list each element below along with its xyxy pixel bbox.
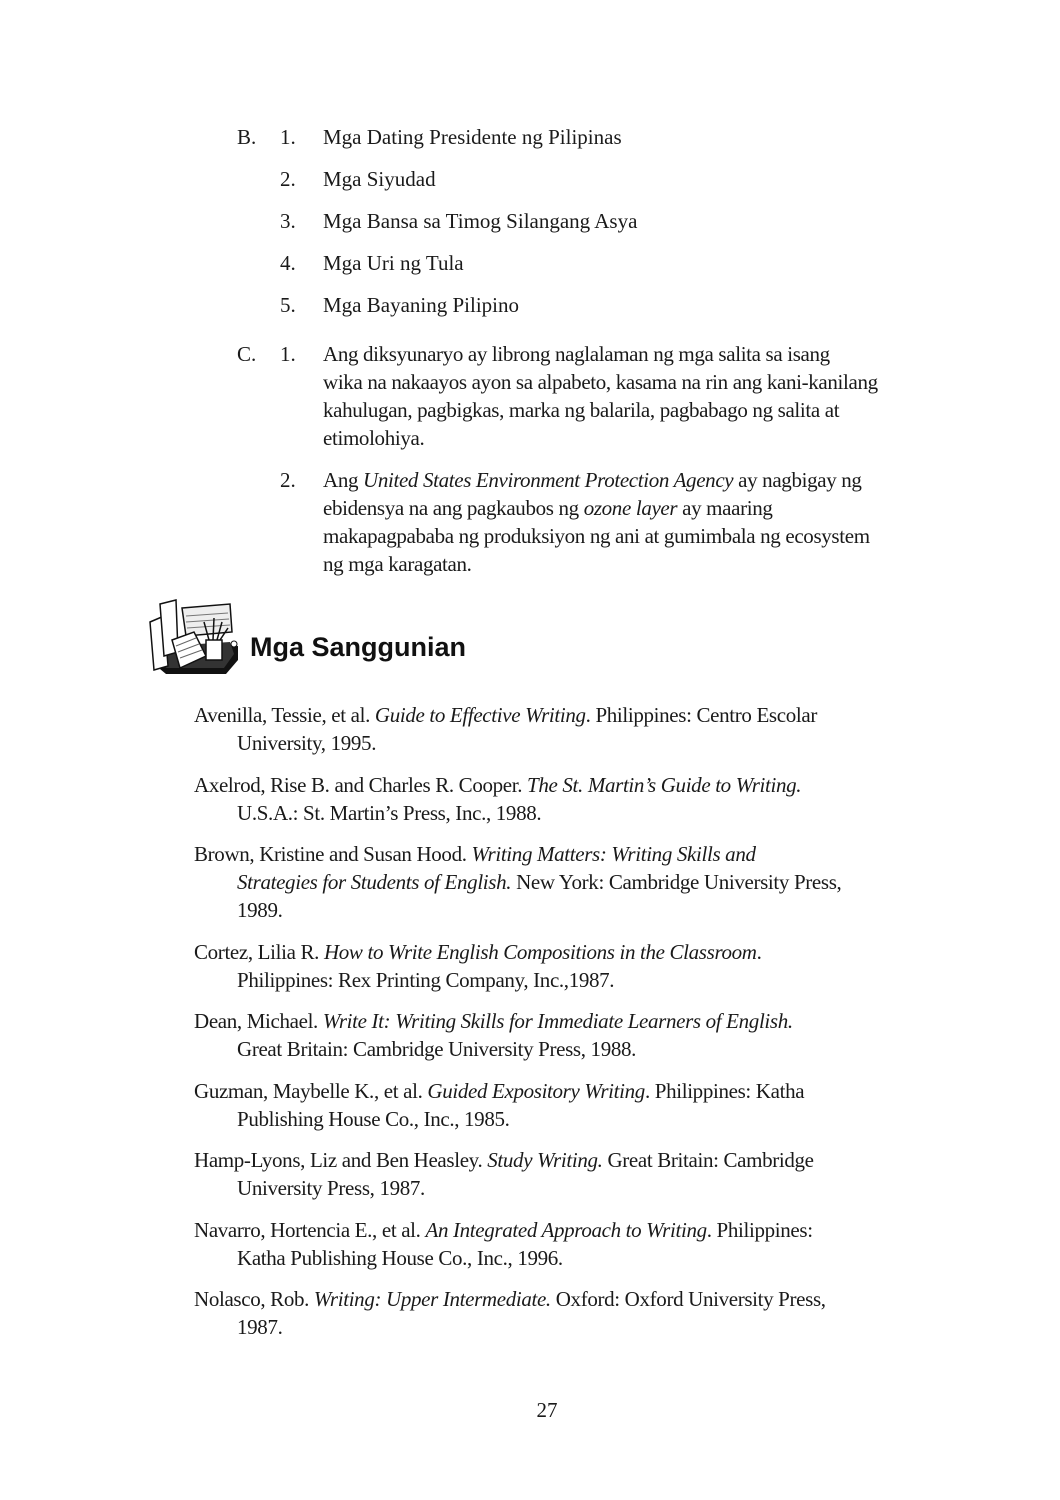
list-item-text: Mga Bayaning Pilipino [323,293,519,317]
italic-title: Strategies for Students of English. [237,870,512,894]
text-segment: wika na nakaayos ayon sa alpabeto, kasama na rin ang kani-kanilang [323,370,878,394]
text-segment: ay maaring [677,496,773,520]
reference-line [194,1035,793,1063]
italic-title: Study Writing. [487,1148,603,1172]
list-item-text: Mga Dating Presidente ng Pilipinas [323,125,622,149]
text-line [323,466,870,494]
reference-line [194,799,801,827]
italic-title: An Integrated Approach to Writing [425,1217,707,1242]
text-segment: 1987. [237,1315,283,1339]
reference-entry [194,1077,804,1133]
text-segment: ay nagbigay ng [733,468,862,492]
list-item-text [323,340,878,452]
text-segment: ebidensya na ang pagkaubos ng [323,496,584,520]
reference-line [194,1105,804,1133]
reference-entry [194,1007,793,1063]
text-segment: kahulugan, pagbigkas, marka ng balarila, pagbabago ng salita at [323,398,840,422]
text-segment: Brown, Kristine and Susan Hood. [194,842,472,866]
text-segment: Dean, Michael. [194,1009,323,1033]
list-item-number: 4. [280,251,296,275]
list-item-number: 5. [280,293,296,317]
reference-entry [194,938,762,994]
section-b-label: B. [237,125,257,149]
reference-line [194,896,841,924]
reference-entry [194,1285,826,1341]
references-heading: Mga Sanggunian [250,632,466,662]
italic-title: The St. Martin’s Guide to Writing. [527,772,802,797]
text-line [323,340,878,368]
text-segment: U.S.A.: St. Martin’s Press, Inc., 1988. [237,800,542,825]
reference-line [194,701,817,729]
text-segment: Ang [323,468,364,492]
list-item-text: Mga Siyudad [323,167,436,191]
reference-entry [194,840,841,924]
text-segment: Nolasco, Rob. [194,1287,314,1311]
reference-line [194,938,762,966]
text-segment: 1989. [237,898,283,922]
reference-entry [194,1146,814,1202]
text-segment: Cortez, Lilia R. [194,939,324,964]
list-item-text: Mga Bansa sa Timog Silangang Asya [323,209,638,233]
text-segment: Axelrod, Rise B. and Charles R. Cooper. [194,772,528,797]
text-segment: . Philippines: Katha [644,1078,805,1103]
list-item-number: 1. [280,125,296,149]
list-item-number: 3. [280,209,296,233]
text-segment: Great Britain: Cambridge University Press, 1988. [237,1037,637,1061]
reference-line [194,1174,814,1202]
italic-title: ozone layer [583,496,678,520]
list-item-number: 1. [280,342,296,366]
list-item-text: Mga Uri ng Tula [323,251,464,275]
text-segment: . [756,939,762,964]
italic-title: Guide to Effective Writing [374,703,586,727]
text-segment: Philippines: Rex Printing Company, Inc.,1987. [237,967,615,992]
italic-title: How to Write English Compositions in the Classroom [323,939,757,964]
text-segment: New York: Cambridge University Press, [511,870,842,894]
section-c-label: C. [237,342,257,366]
text-segment: Katha Publishing House Co., Inc., 1996. [237,1245,563,1270]
text-segment: makapagpababa ng produksiyon ng ani at gumimbala ng ecosystem [323,524,870,548]
reference-line [194,1244,813,1272]
text-segment: Guzman, Maybelle K., et al. [194,1078,428,1103]
reference-line [194,1216,813,1244]
reference-entry [194,771,801,827]
text-segment: Navarro, Hortencia E., et al. [194,1217,426,1242]
italic-title: Writing: Upper Intermediate. [313,1287,551,1311]
text-line [323,368,878,396]
books-desk-icon [146,594,242,680]
text-segment: University Press, 1987. [237,1176,425,1200]
reference-line [194,729,817,757]
list-item-number: 2. [280,167,296,191]
list-item-number: 2. [280,468,296,492]
text-segment: Ang diksyunaryo ay librong naglalaman ng mga salita sa isang [323,342,830,366]
italic-title: United States Environment Protection Agency [363,468,734,492]
text-line [323,550,870,578]
italic-title: Guided Expository Writing [427,1078,645,1103]
text-line [323,522,870,550]
text-line [323,424,878,452]
text-segment: Great Britain: Cambridge [602,1148,814,1172]
text-segment: University, 1995. [237,731,377,755]
page-number: 27 [536,1398,558,1422]
text-segment: . Philippines: [706,1217,813,1242]
text-segment: ng mga karagatan. [323,552,472,576]
text-segment: Avenilla, Tessie, et al. [194,703,375,727]
reference-entry [194,701,817,757]
text-line [323,494,870,522]
text-segment: Publishing House Co., Inc., 1985. [237,1106,510,1131]
reference-line [194,771,801,799]
reference-line [194,1146,814,1174]
reference-line [194,1313,826,1341]
reference-line [194,1007,793,1035]
text-segment: Hamp-Lyons, Liz and Ben Heasley. [194,1148,488,1172]
reference-line [194,840,841,868]
text-segment: . Philippines: Centro Escolar [585,703,817,727]
reference-entry [194,1216,813,1272]
text-segment: Oxford: Oxford University Press, [550,1287,826,1311]
text-segment: etimolohiya. [323,426,425,450]
italic-title: Write It: Writing Skills for Immediate Learners of English. [322,1009,793,1033]
text-line [323,396,878,424]
reference-line [194,966,762,994]
reference-line [194,1285,826,1313]
reference-line [194,868,841,896]
list-item-text [323,466,870,578]
reference-line [194,1077,804,1105]
italic-title: Writing Matters: Writing Skills and [471,842,756,866]
